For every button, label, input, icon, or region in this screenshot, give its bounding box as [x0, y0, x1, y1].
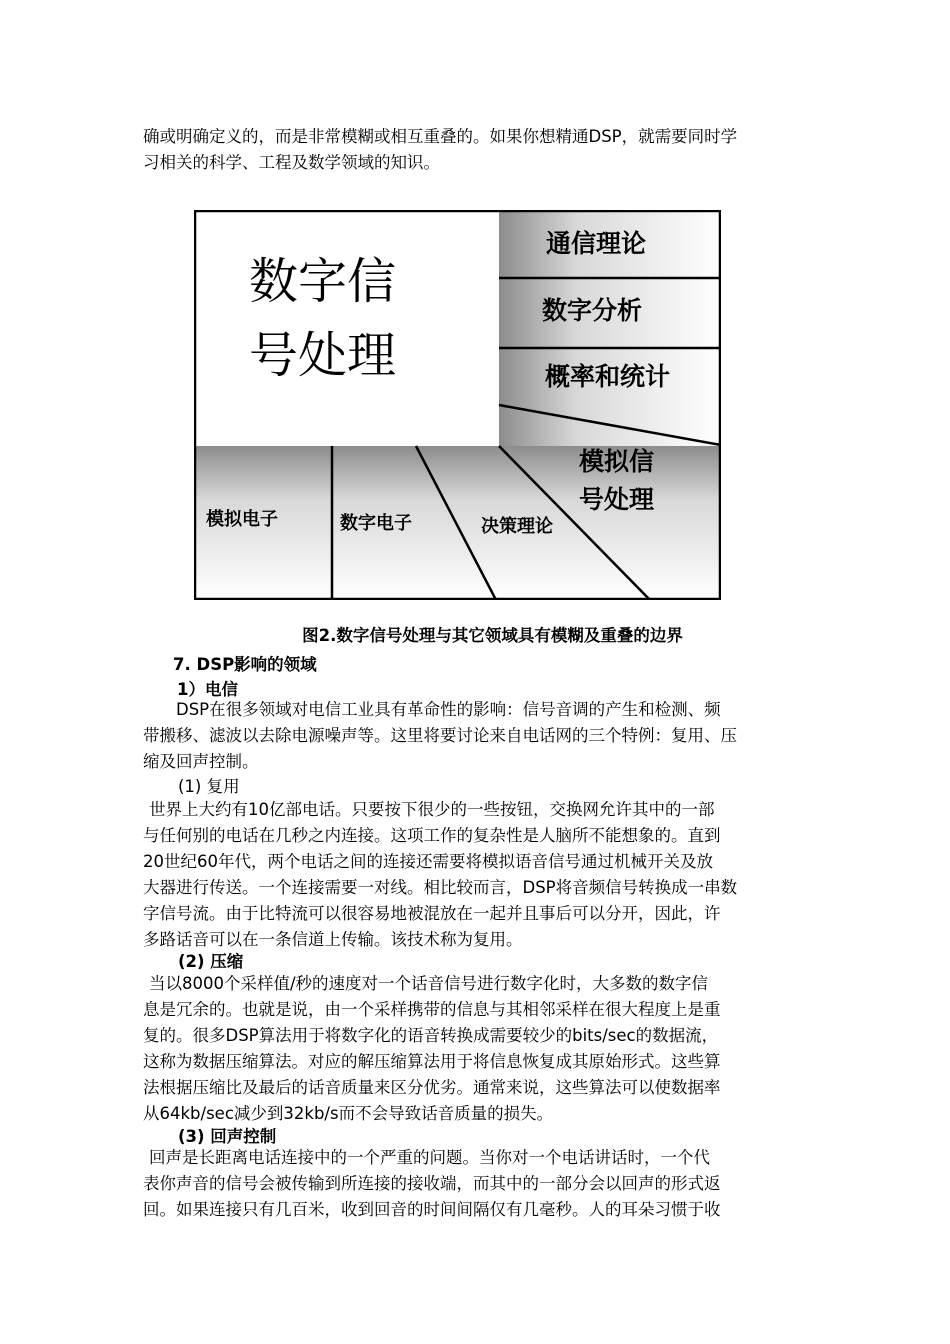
text-line: 回声是长距离电话连接中的一个严重的问题。当你对一个电话讲话时，一个代: [149, 1148, 710, 1167]
text-line: 习相关的科学、工程及数学领域的知识。: [143, 153, 440, 172]
text-line: 表你声音的信号会被传输到所连接的接收端，而其中的一部分会以回声的形式返: [143, 1174, 721, 1193]
figure-label-decision: 决策理论: [481, 516, 553, 537]
text-line: 大器进行传送。一个连接需要一对线。相比较而言，DSP将音频信号转换成一串数: [143, 878, 738, 897]
text-line: 带搬移、滤波以去除电源噪声等。这里将要讨论来自电话网的三个特例：复用、压: [143, 726, 737, 745]
text-line: 当以8000个采样值/秒的速度对一个话音信号进行数字化时，大多数的数字信: [149, 974, 709, 993]
dsp-overlap-figure: [194, 210, 721, 600]
text-line: 复的。很多DSP算法用于将数字化的语音转换成需要较少的bits/sec的数据流，: [143, 1026, 719, 1045]
subsection-heading: (3) 回声控制: [178, 1127, 277, 1146]
subsection-heading: (1) 复用: [178, 777, 240, 796]
echo-paragraph: [143, 1145, 808, 1223]
text-line: 与任何别的电话在几秒之内连接。这项工作的复杂性是人脑所不能想象的。直到: [143, 826, 721, 845]
text-line: DSP在很多领域对电信工业具有革命性的影响：信号音调的产生和检测、频: [176, 700, 721, 719]
compression-paragraph: [143, 971, 808, 1127]
text-line: 这称为数据压缩算法。对应的解压缩算法用于将信息恢复成其原始形式。这些算: [143, 1052, 721, 1071]
figure-label-analysis: 数字分析: [542, 296, 643, 325]
figure-main-label: 数字信: [249, 253, 397, 310]
text-line: 法根据压缩比及最后的话音质量来区分优劣。通常来说，这些算法可以使数据率: [143, 1078, 721, 1097]
multiplex-paragraph: [143, 797, 808, 953]
figure-main-label: 号处理: [249, 327, 397, 384]
text-line: 回。如果连接只有几百米，收到回音的时间间隔仅有几毫秒。人的耳朵习惯于收: [143, 1200, 721, 1219]
intro-paragraph: [143, 124, 808, 176]
figure-label-comm: 通信理论: [546, 229, 647, 258]
section-heading: 7. DSP影响的领域: [173, 655, 317, 674]
text-line: 多路话音可以在一条信道上传输。该技术称为复用。: [143, 930, 523, 949]
figure-label-analog-sp: 号处理: [579, 485, 655, 514]
subsection-heading: 1）电信: [177, 680, 238, 699]
text-line: 字信号流。由于比特流可以很容易地被混放在一起并且事后可以分开，因此，许: [143, 904, 721, 923]
figure-label-analog-elec: 模拟电子: [206, 509, 278, 530]
text-line: 确或明确定义的，而是非常模糊或相互重叠的。如果你想精通DSP，就需要同时学: [143, 127, 738, 146]
figure-label-probability: 概率和统计: [545, 362, 671, 391]
text-line: 息是冗余的。也就是说，由一个采样携带的信息与其相邻采样在很大程度上是重: [143, 1000, 721, 1019]
text-line: 世界上大约有10亿部电话。只要按下很少的一些按钮，交换网允许其中的一部: [149, 800, 715, 819]
figure-caption: 图2.数字信号处理与其它领域具有模糊及重叠的边界: [302, 626, 683, 645]
text-line: 从64kb/sec减少到32kb/s而不会导致话音质量的损失。: [143, 1104, 554, 1123]
subsection-heading: (2) 压缩: [178, 952, 244, 971]
telecom-paragraph: [143, 697, 808, 775]
text-line: 20世纪60年代，两个电话之间的连接还需要将模拟语音信号通过机械开关及放: [143, 852, 713, 871]
figure-label-digital-elec: 数字电子: [340, 513, 412, 534]
figure-label-analog-sp: 模拟信: [579, 447, 655, 476]
text-line: 缩及回声控制。: [143, 752, 259, 771]
